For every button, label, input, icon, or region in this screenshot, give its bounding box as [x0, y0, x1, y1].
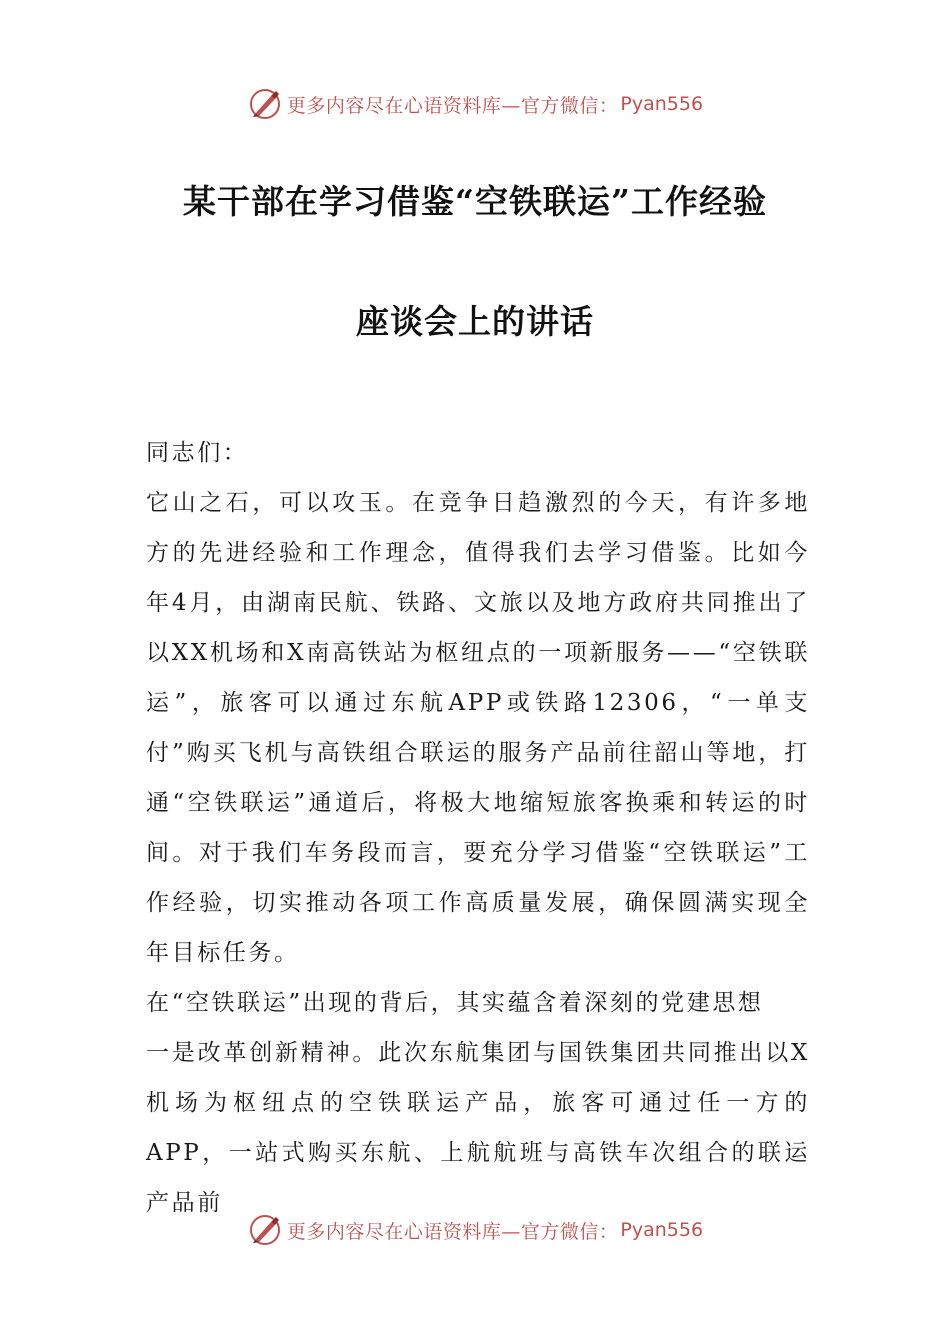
salutation: 同志们：: [146, 440, 249, 466]
watermark-text: 更多内容尽在心语资料库—官方微信：: [286, 94, 619, 117]
paragraph-1: 它山之石，可以攻玉。在竞争日趋激烈的今天，有许多地方的先进经验和工作理念，值得我们去学习借鉴。比如今年4月，由湖南民航、铁路、文旅以及地方政府共同推出了以XX机场和X南高铁站为枢纽点的一项新服务——“空铁联运”，旅客可以通过东航APP或铁路12306，“一单支付”购买飞机与高铁组合联运的服务产品前往韶山等地，打通“空铁联运”通道后，将极大地缩短旅客换乘和转运的时间。对于我们车务段而言，要充分学习借鉴“空铁联运”工作经验，切实推动各项工作高质量发展，确保圆满实现全年目标任务。: [146, 490, 810, 966]
watermark-footer: [0, 1210, 950, 1250]
watermark-wechat-id: Pyan556: [620, 93, 704, 115]
paragraph-2: 在“空铁联运”出现的背后，其实蕴含着深刻的党建思想: [146, 990, 764, 1016]
pen-logo-icon: [247, 86, 283, 122]
paragraph-3: 一是改革创新精神。此次东航集团与国铁集团共同推出以X机场为枢纽点的空铁联运产品，旅客可通过任一方的APP，一站式购买东航、上航航班与高铁车次组合的联运产品前: [146, 1040, 810, 1216]
document-title-line-1: 某干部在学习借鉴“空铁联运”工作经验: [183, 182, 767, 221]
pen-logo-icon: [247, 1212, 283, 1248]
watermark-header: [0, 84, 950, 124]
watermark-text: 更多内容尽在心语资料库—官方微信：: [286, 1220, 619, 1243]
document-title-line-2: 座谈会上的讲话: [356, 302, 594, 341]
watermark-wechat-id: Pyan556: [620, 1219, 704, 1241]
document-body: [146, 428, 810, 1228]
